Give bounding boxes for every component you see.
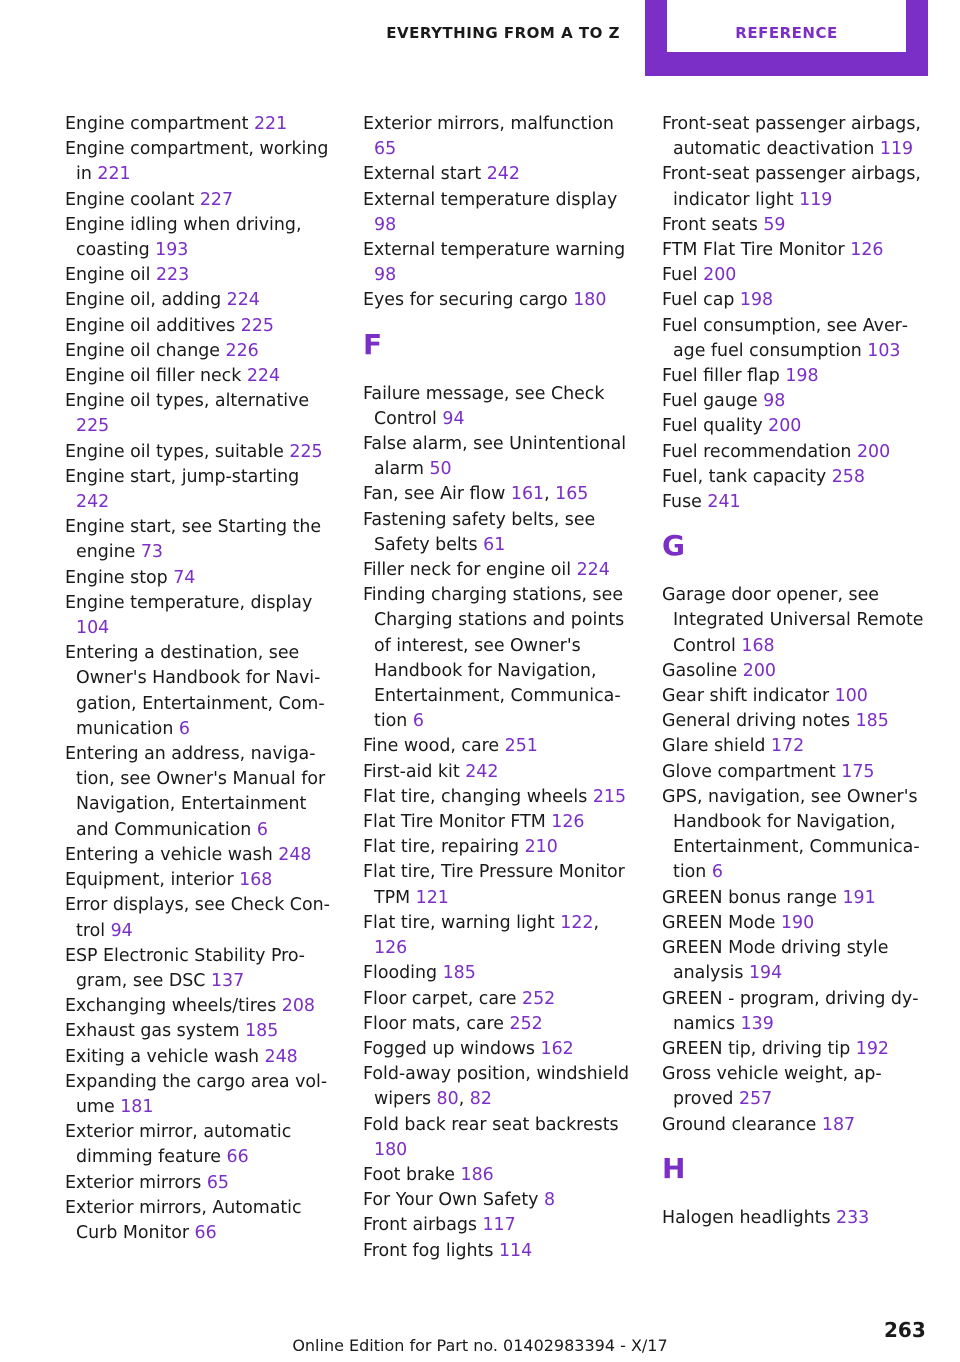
index-entry: [363, 1037, 633, 1062]
page-link[interactable]: 98: [374, 265, 397, 286]
page-link[interactable]: 227: [199, 189, 234, 210]
page-link[interactable]: 103: [867, 340, 901, 361]
index-term: Glove compartment: [662, 761, 842, 782]
page-link[interactable]: 248: [264, 1046, 298, 1067]
index-entry: [65, 868, 335, 893]
page-link[interactable]: 168: [741, 635, 775, 656]
page-link[interactable]: 187: [821, 1114, 856, 1135]
index-entry: [662, 213, 932, 238]
index-entry: [662, 684, 932, 709]
index-entry: [363, 432, 633, 482]
index-entry: [65, 893, 335, 943]
page-link[interactable]: 59: [763, 214, 786, 235]
index-term: Flat tire, changing wheels: [363, 786, 593, 807]
page-separator: ,: [544, 484, 556, 505]
index-term: External temperature warning: [363, 240, 626, 261]
index-term: GREEN Mode driving style analysis: [662, 938, 889, 984]
index-term: First-aid kit: [363, 761, 466, 782]
index-term: ESP Electronic Stability Program, see DSC: [65, 945, 305, 991]
index-entry: [363, 162, 633, 187]
index-term: Engine oil change: [65, 340, 226, 361]
page-link[interactable]: 119: [879, 139, 914, 160]
index-entry: [662, 364, 932, 389]
index-entry: [662, 288, 932, 313]
index-entry: [363, 1012, 633, 1037]
index-entry: [662, 465, 932, 490]
page-link[interactable]: 224: [246, 366, 281, 387]
index-entry: [363, 508, 633, 558]
index-entry: [662, 389, 932, 414]
page-link[interactable]: 200: [768, 416, 802, 437]
running-header-section: EVERYTHING FROM A TO Z: [386, 24, 620, 42]
index-term: Flat Tire Monitor FTM: [363, 812, 552, 833]
index-term: Engine oil additives: [65, 315, 241, 336]
page-link[interactable]: 180: [573, 290, 607, 311]
index-term: Fuel consumption, see Average fuel consumption: [662, 315, 909, 361]
page-link[interactable]: 66: [194, 1222, 217, 1243]
index-entry: [363, 1213, 633, 1238]
index-entry: [363, 238, 633, 288]
index-entry: [363, 1188, 633, 1213]
page-link[interactable]: 225: [76, 416, 110, 437]
index-term: GREEN bonus range: [662, 887, 843, 908]
page-link[interactable]: 225: [240, 315, 274, 336]
page-link[interactable]: 61: [483, 534, 506, 555]
page-link[interactable]: 258: [831, 466, 865, 487]
index-term: Fuel quality: [662, 416, 769, 437]
index-term: Exterior mirrors, Automatic Curb Monitor: [65, 1197, 302, 1243]
page-number: 263: [884, 1318, 926, 1342]
index-term: Entering a destination, see Owner's Handbook for Navigation, Entertainment, Communication: [65, 643, 325, 739]
index-column-1: [65, 112, 335, 1246]
index-term: External temperature display: [363, 189, 618, 210]
page-link[interactable]: 175: [841, 761, 875, 782]
page-link[interactable]: 165: [555, 484, 589, 505]
page-link[interactable]: 168: [239, 870, 273, 891]
index-term: Front-seat passenger airbags, automatic deactivation: [662, 114, 921, 160]
index-entry: [65, 1070, 335, 1120]
page-link[interactable]: 98: [374, 214, 397, 235]
page-link[interactable]: 117: [482, 1215, 516, 1236]
index-term: Eyes for securing cargo: [363, 290, 574, 311]
index-term: Flooding: [363, 963, 443, 984]
index-entry: [662, 760, 932, 785]
index-entry: [662, 886, 932, 911]
index-term: GREEN - program, driving dynamics: [662, 988, 919, 1034]
index-entry: [65, 1171, 335, 1196]
index-entry: [65, 591, 335, 641]
page-link[interactable]: 198: [739, 290, 774, 311]
reference-tab-inner: [667, 0, 906, 52]
index-term: Exterior mirrors, malfunction: [363, 114, 614, 134]
index-entry: [363, 760, 633, 785]
page-link[interactable]: 257: [739, 1089, 773, 1110]
page-link[interactable]: 126: [551, 812, 585, 833]
page-link[interactable]: 233: [836, 1207, 870, 1228]
index-term: Fastening safety belts, see Safety belts: [363, 509, 596, 555]
page-link[interactable]: 190: [780, 912, 815, 933]
page-link[interactable]: 6: [711, 862, 723, 883]
page-link[interactable]: 94: [110, 920, 133, 941]
index-entry: [65, 465, 335, 515]
index-entry: [363, 961, 633, 986]
page-link[interactable]: 248: [278, 844, 312, 865]
index-entry: [65, 994, 335, 1019]
index-term: General driving notes: [662, 711, 856, 732]
index-term: Fuel, tank capacity: [662, 466, 832, 487]
page-link[interactable]: 122: [560, 912, 594, 933]
index-term: Engine coolant: [65, 189, 200, 210]
index-term: Entering a vehicle wash: [65, 844, 279, 865]
index-entry: [363, 558, 633, 583]
page-link[interactable]: 225: [289, 441, 323, 462]
page-link[interactable]: 186: [460, 1164, 494, 1185]
index-entry: [363, 583, 633, 734]
index-entry: [363, 382, 633, 432]
index-term: Exhaust gas system: [65, 1021, 246, 1042]
index-column-3: [662, 112, 932, 1231]
page-link[interactable]: 6: [178, 718, 190, 739]
page-link[interactable]: 66: [226, 1147, 249, 1168]
page-link[interactable]: 119: [799, 189, 833, 210]
page-link[interactable]: 191: [842, 887, 876, 908]
page-link[interactable]: 242: [486, 164, 520, 185]
index-term: Engine oil: [65, 265, 156, 286]
index-entry: [662, 1113, 932, 1138]
index-entry: [363, 987, 633, 1012]
page-link[interactable]: 161: [510, 484, 545, 505]
index-entry: [363, 1163, 633, 1188]
index-term: Flat tire, warning light: [363, 912, 561, 933]
index-term: Engine temperature, display: [65, 592, 313, 613]
index-entry: [662, 490, 932, 515]
index-entry: [662, 659, 932, 684]
index-term: Fine wood, care: [363, 736, 505, 757]
page-link[interactable]: 241: [707, 492, 741, 513]
index-entry: [65, 1019, 335, 1044]
index-entry: [65, 566, 335, 591]
page-link[interactable]: 114: [498, 1240, 533, 1261]
footer-edition: Online Edition for Part no. 01402983394 - X/17: [292, 1336, 668, 1355]
index-entry: [363, 911, 633, 961]
index-term: Fogged up windows: [363, 1038, 541, 1059]
index-term: Engine start, jump-starting: [65, 466, 300, 487]
index-term: Flat tire, repairing: [363, 837, 525, 858]
page-link[interactable]: 198: [785, 366, 819, 387]
index-term: GREEN Mode: [662, 912, 781, 933]
index-entry: [662, 987, 932, 1037]
page-link[interactable]: 8: [543, 1190, 556, 1211]
index-entry: [65, 440, 335, 465]
index-entry: [65, 112, 335, 137]
page-link[interactable]: 224: [576, 560, 610, 581]
page-link[interactable]: 100: [834, 686, 868, 707]
index-term: FTM Flat Tire Monitor: [662, 240, 851, 261]
index-term: For Your Own Safety: [363, 1190, 544, 1211]
page-link[interactable]: 6: [256, 819, 268, 840]
page-link[interactable]: 223: [155, 265, 190, 286]
index-entry: [363, 188, 633, 238]
index-entry: [363, 112, 633, 162]
index-entry: [65, 1120, 335, 1170]
page-link[interactable]: 65: [206, 1172, 229, 1193]
index-entry: [65, 1196, 335, 1246]
index-term: Engine stop: [65, 567, 174, 588]
page-separator: ,: [593, 912, 599, 933]
page-link[interactable]: 251: [504, 736, 538, 757]
index-term: Front-seat passenger airbags, indicator light: [662, 164, 921, 210]
page-link[interactable]: 200: [703, 265, 737, 286]
section-letter: G: [662, 529, 685, 563]
page-link[interactable]: 172: [770, 736, 805, 757]
index-entry: [363, 1113, 633, 1163]
index-term: Engine oil types, suitable: [65, 441, 290, 462]
page-link[interactable]: 126: [374, 938, 408, 959]
index-entry: [65, 339, 335, 364]
page-link[interactable]: 185: [855, 711, 889, 732]
page-link[interactable]: 139: [740, 1013, 774, 1034]
index-term: Fuel recommendation: [662, 441, 857, 462]
index-entry: [65, 515, 335, 565]
index-term: Gasoline: [662, 660, 743, 681]
page-link[interactable]: 193: [155, 240, 189, 261]
index-term: Engine compartment, working in: [65, 139, 329, 185]
page-link[interactable]: 180: [374, 1139, 408, 1160]
index-term: Finding charging stations, see Charging stations and points of interest, see Owner's Handbook for Navigation, Entertainment, Communication: [363, 585, 625, 732]
page-link[interactable]: 73: [140, 542, 163, 563]
page-link[interactable]: 104: [76, 618, 110, 639]
index-entry: [662, 911, 932, 936]
index-term: Flat tire, Tire Pressure Monitor TPM: [363, 862, 625, 908]
index-entry: [662, 1062, 932, 1112]
index-entry: [65, 263, 335, 288]
index-entry: [662, 440, 932, 465]
index-entry: [65, 188, 335, 213]
index-entry: [662, 414, 932, 439]
index-term: External start: [363, 164, 487, 185]
page-link[interactable]: 221: [253, 114, 288, 134]
page-link[interactable]: 252: [522, 988, 556, 1009]
index-entry: [363, 734, 633, 759]
page-link[interactable]: 242: [465, 761, 499, 782]
page-link[interactable]: 200: [856, 441, 891, 462]
index-entry: [65, 944, 335, 994]
index-term: Gross vehicle weight, approved: [662, 1064, 882, 1110]
page-link[interactable]: 82: [469, 1089, 492, 1110]
reference-tab-label: REFERENCE: [735, 24, 838, 42]
index-entry: [662, 583, 932, 659]
index-term: Front airbags: [363, 1215, 483, 1236]
page-link[interactable]: 226: [225, 340, 259, 361]
index-entry: [363, 1062, 633, 1112]
page-link[interactable]: 126: [850, 240, 884, 261]
index-entry: [662, 936, 932, 986]
index-term: Failure message, see Check Control: [363, 383, 605, 429]
index-entry: [662, 1206, 932, 1231]
page-link[interactable]: 221: [97, 164, 131, 185]
section-letter: F: [363, 327, 383, 361]
page-link[interactable]: 6: [412, 711, 424, 732]
index-entry: [363, 1239, 633, 1264]
page-link[interactable]: 194: [748, 963, 783, 984]
page-separator: ,: [458, 1089, 470, 1110]
index-entry: [65, 389, 335, 439]
index-term: Engine oil, adding: [65, 290, 227, 311]
index-entry: [662, 785, 932, 886]
page-link[interactable]: 65: [374, 139, 397, 160]
page-link[interactable]: 121: [415, 887, 449, 908]
index-term: Floor carpet, care: [363, 988, 522, 1009]
index-entry: [363, 860, 633, 910]
index-term: Fan, see Air flow: [363, 484, 511, 505]
index-entry: [662, 112, 932, 162]
index-term: GREEN tip, driving tip: [662, 1038, 856, 1059]
index-term: Engine idling when driving, coasting: [65, 214, 302, 261]
index-entry: [662, 238, 932, 263]
index-term: Front seats: [662, 214, 764, 235]
page-link[interactable]: 98: [763, 391, 786, 412]
page-link[interactable]: 210: [524, 837, 558, 858]
index-term: Fold back rear seat backrests: [363, 1114, 619, 1135]
index-term: Fuel cap: [662, 290, 740, 311]
index-entry: [363, 835, 633, 860]
index-term: Equipment, interior: [65, 870, 240, 891]
index-term: Garage door opener, see Integrated Universal Remote Control: [662, 585, 924, 656]
index-entry: [363, 288, 633, 313]
index-entry: [65, 742, 335, 843]
page-link[interactable]: 94: [442, 408, 465, 429]
index-entry: [363, 810, 633, 835]
index-entry: [65, 213, 335, 263]
index-entry: [65, 843, 335, 868]
index-entry: [662, 734, 932, 759]
index-entry: [65, 314, 335, 339]
index-column-2: [363, 112, 633, 1264]
index-entry: [65, 288, 335, 313]
index-term: Entering an address, navigation, see Owner's Manual for Navigation, Entertainment and Communication: [65, 744, 326, 840]
index-term: Error displays, see Check Control: [65, 895, 330, 941]
index-term: Engine oil filler neck: [65, 366, 247, 387]
index-entry: [65, 364, 335, 389]
index-term: Fuel filler flap: [662, 366, 786, 387]
index-term: GPS, navigation, see Owner's Handbook for Navigation, Entertainment, Communication: [662, 786, 920, 883]
index-term: Ground clearance: [662, 1114, 822, 1135]
index-term: Fuel gauge: [662, 391, 764, 412]
index-term: Fold-away position, windshield wipers: [363, 1064, 630, 1110]
index-term: Fuse: [662, 492, 708, 513]
index-term: Gear shift indicator: [662, 686, 835, 707]
index-entry: [662, 263, 932, 288]
index-entry: [662, 314, 932, 364]
index-entry: [662, 162, 932, 212]
page-link[interactable]: 74: [173, 567, 196, 588]
page-link[interactable]: 162: [540, 1038, 574, 1059]
index-term: Exiting a vehicle wash: [65, 1046, 265, 1067]
index-entry: [363, 482, 633, 507]
index-term: Floor mats, care: [363, 1013, 510, 1034]
reference-tab: [645, 0, 928, 76]
page-link[interactable]: 137: [210, 970, 245, 991]
index-term: Glare shield: [662, 736, 771, 757]
index-term: False alarm, see Unintentional alarm: [363, 434, 627, 480]
page-link[interactable]: 50: [429, 459, 452, 480]
index-term: Halogen headlights: [662, 1207, 837, 1228]
index-entry: [363, 785, 633, 810]
index-term: Exterior mirrors: [65, 1172, 207, 1193]
index-term: Exchanging wheels/tires: [65, 996, 282, 1017]
index-term: Fuel: [662, 265, 704, 286]
index-entry: [65, 1045, 335, 1070]
page-link[interactable]: 252: [509, 1013, 543, 1034]
section-letter: H: [662, 1151, 686, 1185]
index-term: Expanding the cargo area volume: [65, 1071, 328, 1117]
page-link[interactable]: 208: [281, 996, 315, 1017]
index-entry: [662, 1037, 932, 1062]
page-link[interactable]: 242: [76, 492, 110, 513]
page-link[interactable]: 181: [120, 1096, 154, 1117]
index-term: Engine compartment: [65, 114, 254, 134]
index-term: Engine oil types, alternative: [65, 391, 310, 412]
index-term: Filler neck for engine oil: [363, 560, 577, 581]
index-entry: [65, 641, 335, 742]
index-entry: [65, 137, 335, 187]
index-entry: [662, 709, 932, 734]
index-term: Front fog lights: [363, 1240, 499, 1261]
page-link[interactable]: 185: [442, 963, 476, 984]
page-link[interactable]: 192: [855, 1038, 889, 1059]
page-link[interactable]: 224: [226, 290, 260, 311]
page-link[interactable]: 80: [436, 1089, 459, 1110]
page-link[interactable]: 215: [592, 786, 627, 807]
index-term: Exterior mirror, automatic dimming feature: [65, 1122, 292, 1168]
index-term: Foot brake: [363, 1164, 461, 1185]
page-link[interactable]: 200: [742, 660, 776, 681]
page-link[interactable]: 185: [245, 1021, 279, 1042]
index-term: Engine start, see Starting the engine: [65, 517, 322, 563]
